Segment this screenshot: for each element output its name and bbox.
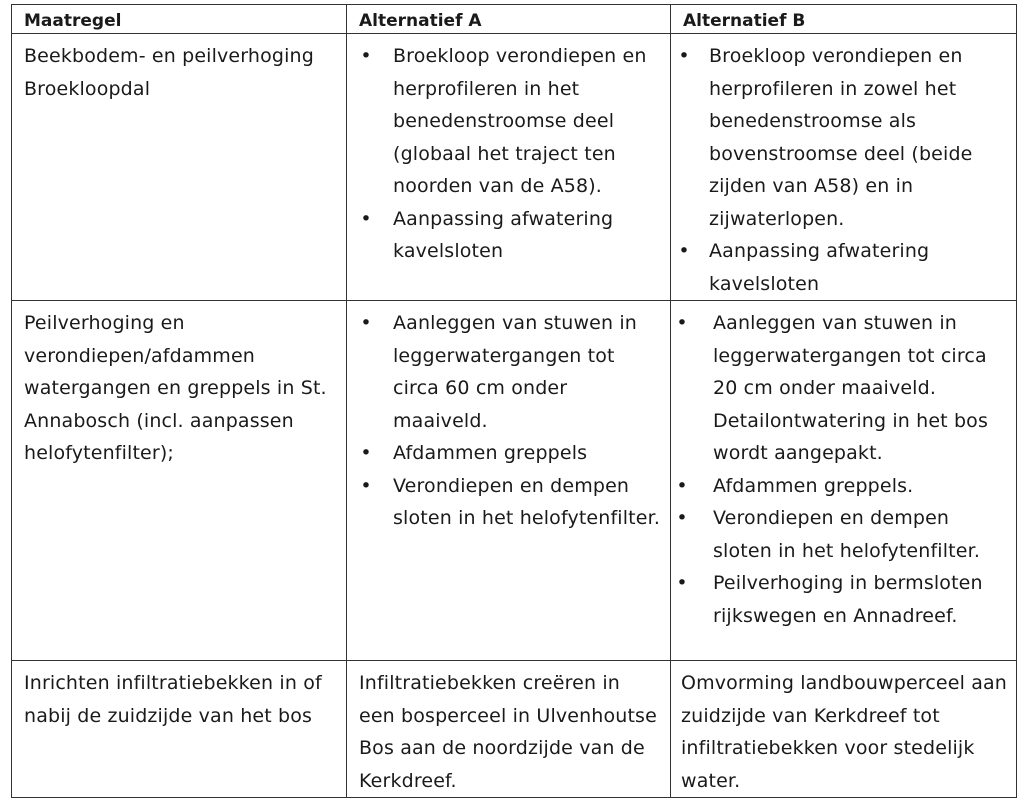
list-item (347, 307, 664, 437)
list-item-text: Verondiepen en dempen sloten in het helofytenfilter. (713, 507, 981, 562)
cell-alternatief-a (347, 301, 671, 661)
list-item-text: Broekloop verondiepen en herprofileren in het benedenstroomse deel (globaal het traject ten noorden van de A58). (393, 45, 647, 197)
cell-alternatief-b (671, 301, 1017, 661)
bullet-icon: • (676, 507, 688, 529)
bullet-icon: • (360, 312, 372, 334)
header-alternatief-b: Alternatief B (671, 5, 1017, 34)
list-item-text: Aanpassing afwatering kavelsloten (393, 207, 614, 262)
alternatief-b-text: Omvorming landbouwperceel aan zuidzijde van Kerkdreef tot infiltratiebekken voor stedelijk water. (681, 672, 1007, 792)
bullet-list (671, 301, 1016, 632)
list-item (347, 470, 664, 535)
cell-alternatief-b (671, 34, 1017, 301)
bullet-icon: • (360, 207, 372, 230)
list-item-text: Verondiepen en dempen sloten in het helofytenfilter. (393, 474, 661, 529)
header-alternatief-a: Alternatief A (347, 5, 671, 34)
list-item (671, 307, 1010, 470)
list-item (671, 40, 1010, 235)
bullet-icon: • (676, 312, 688, 334)
bullet-list (671, 34, 1016, 300)
table-row (12, 661, 1017, 798)
list-item (347, 203, 664, 268)
list-item (347, 437, 664, 470)
list-item (671, 235, 1010, 300)
bullet-icon: • (360, 474, 372, 497)
table-row (12, 34, 1017, 301)
cell-alternatief-b (671, 661, 1017, 798)
alternatief-a-text: Infiltratiebekken creëren in een bosperceel in Ulvenhoutse Bos aan de noordzijde van de Kerkdreef. (359, 672, 657, 792)
bullet-list (347, 34, 670, 268)
list-item-text: Aanleggen van stuwen in leggerwatergangen tot circa 20 cm onder maaiveld. Detailontwatering in het bos wordt aangepakt. (713, 312, 989, 464)
list-item-text: Aanpassing afwatering kavelsloten (709, 240, 930, 295)
maatregel-text: Peilverhoging en verondiepen/afdammen watergangen en greppels in St. Annabosch (incl. aanpassen helofytenfilter); (24, 312, 327, 464)
bullet-list (347, 301, 670, 535)
bullet-icon: • (360, 442, 372, 464)
bullet-icon: • (676, 572, 688, 594)
cell-maatregel (12, 34, 347, 301)
bullet-icon: • (678, 240, 690, 262)
header-row (12, 5, 1017, 34)
maatregel-text: Beekbodem- en peilverhoging Broekloopdal (24, 45, 314, 100)
list-item (671, 502, 1010, 567)
list-item (347, 40, 664, 203)
list-item (671, 470, 1010, 503)
cell-alternatief-a (347, 34, 671, 301)
maatregel-text: Inrichten infiltratiebekken in of nabij de zuidzijde van het bos (24, 672, 322, 727)
list-item (671, 567, 1010, 632)
cell-maatregel (12, 661, 347, 798)
bullet-icon: • (676, 474, 688, 497)
list-item-text: Broekloop verondiepen en herprofileren in zowel het benedenstroomse als bovenstroomse deel (beide zijden van A58) en in zijwaterlopen. (709, 45, 973, 230)
list-item-text: Peilverhoging in bermsloten rijkswegen en Annadreef. (713, 572, 983, 627)
table-row (12, 301, 1017, 661)
measures-table (11, 4, 1017, 798)
list-item-text: Aanleggen van stuwen in leggerwatergangen tot circa 60 cm onder maaiveld. (393, 312, 637, 432)
cell-maatregel (12, 301, 347, 661)
bullet-icon: • (678, 45, 690, 67)
list-item-text: Afdammen greppels. (713, 474, 914, 497)
header-maatregel: Maatregel (12, 5, 347, 34)
list-item-text: Afdammen greppels (393, 442, 588, 464)
bullet-icon: • (360, 45, 372, 67)
cell-alternatief-a (347, 661, 671, 798)
